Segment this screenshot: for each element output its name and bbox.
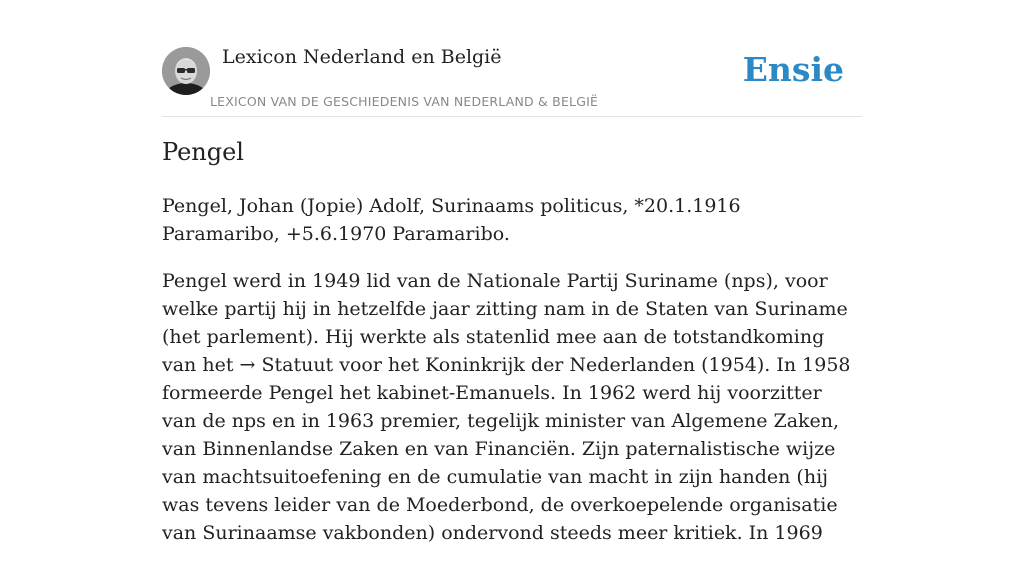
statuut-link[interactable] <box>240 354 696 376</box>
body-text-after-link: (1954). In 1958 formeerde Pengel het kabinet-Emanuels. In 1962 werd hij voorzitter van de nps en in 1963 premier, tegelijk minister van Algemene Zaken, van Binnenlandse Zaken en van Financiën. Zijn paternalistische wijze van machtsuitoefening en de cumulatie van macht in zijn handen (hij was tevens leider van de Moederbond, de overkoepelende organisatie van Surinaamse vakbonden) ondervond steeds meer kritiek. In 1969 <box>162 354 851 544</box>
article-content <box>162 192 862 566</box>
arrow-right-icon: → <box>239 354 256 376</box>
site-header <box>162 40 862 117</box>
statuut-link-text: Statuut voor het Koninkrijk der Nederlanden <box>255 354 696 376</box>
site-title[interactable]: Lexicon Nederland en België <box>222 46 502 68</box>
site-subtitle: LEXICON VAN DE GESCHIEDENIS VAN NEDERLAND & BELGIË <box>210 94 599 109</box>
body-text-before-link: Pengel werd in 1949 lid van de Nationale Partij Suriname (nps), voor welke partij hij in hetzelfde jaar zitting nam in de Staten van Suriname (het parlement). Hij werkte als statenlid mee aan de totstandkoming van het <box>162 270 848 376</box>
ensie-logo[interactable]: Ensie <box>742 50 844 89</box>
article-body <box>162 267 862 547</box>
author-avatar[interactable] <box>162 47 210 95</box>
article-intro: Pengel, Johan (Jopie) Adolf, Surinaams politicus, *20.1.1916 Paramaribo, +5.6.1970 Paramaribo. <box>162 195 741 245</box>
page-title: Pengel <box>162 138 244 166</box>
